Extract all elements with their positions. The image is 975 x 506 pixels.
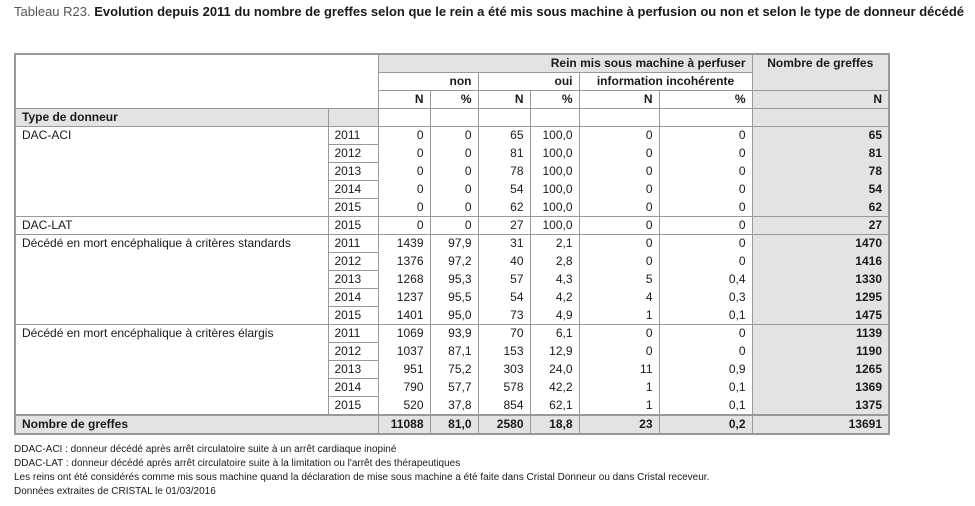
col-n: N <box>579 91 659 109</box>
cell-inc-n: 11 <box>579 361 659 379</box>
total-row <box>15 415 889 434</box>
cell-year: 2015 <box>328 199 378 217</box>
cell-inc-pct: 0,1 <box>659 397 752 416</box>
footnote: Données extraites de CRISTAL le 01/03/2016 <box>14 486 216 497</box>
cell-inc-pct: 0 <box>659 145 752 163</box>
cell-year: 2012 <box>328 145 378 163</box>
cell-year: 2014 <box>328 379 378 397</box>
cell-inc-n: 0 <box>579 253 659 271</box>
cell-year: 2014 <box>328 181 378 199</box>
col-pct: % <box>430 91 478 109</box>
cell-inc-pct: 0,9 <box>659 361 752 379</box>
cell-inc-pct: 0 <box>659 253 752 271</box>
cell-non-n: 1037 <box>378 343 430 361</box>
total-cell-non-pct: 81,0 <box>430 415 478 434</box>
cell-non-n: 790 <box>378 379 430 397</box>
header-blank <box>15 54 378 109</box>
cell-total: 62 <box>752 199 889 217</box>
cell-year: 2011 <box>328 127 378 145</box>
cell-total: 1369 <box>752 379 889 397</box>
cell-non-pct: 37,8 <box>430 397 478 416</box>
donor-type: DAC-ACI <box>15 127 328 217</box>
cell-year: 2015 <box>328 217 378 235</box>
cell-oui-pct: 4,9 <box>530 307 579 325</box>
cell-inc-n: 5 <box>579 271 659 289</box>
cell-non-pct: 87,1 <box>430 343 478 361</box>
cell-inc-n: 0 <box>579 181 659 199</box>
cell-oui-pct: 100,0 <box>530 127 579 145</box>
table-body <box>15 54 889 434</box>
cell-total: 27 <box>752 217 889 235</box>
table-row <box>15 325 889 343</box>
cell-oui-n: 70 <box>478 325 530 343</box>
cell-total: 54 <box>752 181 889 199</box>
cell-oui-pct: 42,2 <box>530 379 579 397</box>
cell-oui-pct: 62,1 <box>530 397 579 416</box>
cell-year: 2013 <box>328 163 378 181</box>
header-oui: oui <box>478 73 579 91</box>
cell-year: 2015 <box>328 397 378 416</box>
type-header-row <box>15 109 889 127</box>
table-label: Tableau R23. <box>14 4 91 19</box>
cell-oui-n: 73 <box>478 307 530 325</box>
cell-inc-n: 0 <box>579 145 659 163</box>
cell-inc-n: 1 <box>579 307 659 325</box>
table-caption: Evolution depuis 2011 du nombre de greffes selon que le rein a été mis sous machine à perfusion ou non et selon le type de donneur décédé <box>94 4 965 19</box>
total-cell-oui-pct: 18,8 <box>530 415 579 434</box>
cell-oui-n: 62 <box>478 199 530 217</box>
cell-inc-pct: 0 <box>659 199 752 217</box>
cell-inc-pct: 0,1 <box>659 379 752 397</box>
col-pct: % <box>530 91 579 109</box>
type-label-blank <box>328 109 378 127</box>
cell-total: 1190 <box>752 343 889 361</box>
cell-oui-pct: 4,3 <box>530 271 579 289</box>
cell-non-pct: 97,2 <box>430 253 478 271</box>
cell-inc-pct: 0,1 <box>659 307 752 325</box>
cell-oui-n: 303 <box>478 361 530 379</box>
cell-inc-pct: 0 <box>659 235 752 253</box>
cell-oui-pct: 100,0 <box>530 217 579 235</box>
footnote: DDAC-LAT : donneur décédé après arrêt circulatoire suite à la limitation ou l'arrêt des thérapeutiques <box>14 458 461 469</box>
cell-non-n: 0 <box>378 217 430 235</box>
cell-non-n: 0 <box>378 163 430 181</box>
col-n: N <box>752 91 889 109</box>
table-title <box>14 4 964 20</box>
cell-non-pct: 0 <box>430 145 478 163</box>
cell-inc-pct: 0 <box>659 163 752 181</box>
cell-non-n: 0 <box>378 145 430 163</box>
cell-non-pct: 93,9 <box>430 325 478 343</box>
cell-non-n: 1439 <box>378 235 430 253</box>
cell-inc-pct: 0 <box>659 181 752 199</box>
cell-oui-n: 65 <box>478 127 530 145</box>
cell-oui-pct: 100,0 <box>530 163 579 181</box>
cell-oui-pct: 100,0 <box>530 145 579 163</box>
header-non: non <box>378 73 478 91</box>
cell-non-pct: 0 <box>430 199 478 217</box>
cell-total: 1416 <box>752 253 889 271</box>
cell-oui-n: 578 <box>478 379 530 397</box>
cell-inc-n: 0 <box>579 217 659 235</box>
footnote: DDAC-ACI : donneur décédé après arrêt circulatoire suite à un arrêt cardiaque inopiné <box>14 444 397 455</box>
footnote: Les reins ont été considérés comme mis sous machine quand la déclaration de mise sous machine a été faite dans Cristal Donneur ou dans Cristal receveur. <box>14 472 710 483</box>
cell-year: 2013 <box>328 271 378 289</box>
col-pct: % <box>659 91 752 109</box>
cell-inc-pct: 0 <box>659 127 752 145</box>
cell-inc-n: 0 <box>579 325 659 343</box>
cell-total: 1470 <box>752 235 889 253</box>
cell-non-pct: 95,0 <box>430 307 478 325</box>
footnotes <box>14 443 709 499</box>
cell-total: 1295 <box>752 289 889 307</box>
cell-inc-n: 0 <box>579 199 659 217</box>
cell-oui-pct: 100,0 <box>530 199 579 217</box>
cell-year: 2012 <box>328 253 378 271</box>
cell-non-n: 0 <box>378 181 430 199</box>
cell-inc-pct: 0,3 <box>659 289 752 307</box>
cell-total: 1375 <box>752 397 889 416</box>
cell-total: 78 <box>752 163 889 181</box>
cell-total: 65 <box>752 127 889 145</box>
cell-non-pct: 97,9 <box>430 235 478 253</box>
header-group: Rein mis sous machine à perfuser <box>378 54 752 73</box>
total-cell-oui-n: 2580 <box>478 415 530 434</box>
cell-non-pct: 0 <box>430 163 478 181</box>
cell-total: 1139 <box>752 325 889 343</box>
cell-non-pct: 57,7 <box>430 379 478 397</box>
cell-oui-n: 31 <box>478 235 530 253</box>
cell-inc-n: 4 <box>579 289 659 307</box>
cell-non-pct: 95,5 <box>430 289 478 307</box>
cell-oui-pct: 6,1 <box>530 325 579 343</box>
data-table <box>14 53 890 435</box>
cell-non-n: 1237 <box>378 289 430 307</box>
cell-total: 81 <box>752 145 889 163</box>
col-n: N <box>478 91 530 109</box>
cell-oui-n: 54 <box>478 181 530 199</box>
cell-oui-pct: 2,8 <box>530 253 579 271</box>
cell-non-pct: 0 <box>430 181 478 199</box>
cell-non-pct: 0 <box>430 217 478 235</box>
cell-non-n: 1376 <box>378 253 430 271</box>
cell-oui-pct: 100,0 <box>530 181 579 199</box>
total-cell-total: 13691 <box>752 415 889 434</box>
cell-oui-pct: 4,2 <box>530 289 579 307</box>
cell-inc-n: 0 <box>579 235 659 253</box>
cell-total: 1330 <box>752 271 889 289</box>
cell-oui-n: 57 <box>478 271 530 289</box>
cell-oui-n: 54 <box>478 289 530 307</box>
cell-year: 2013 <box>328 361 378 379</box>
cell-inc-n: 0 <box>579 343 659 361</box>
cell-non-n: 951 <box>378 361 430 379</box>
cell-year: 2012 <box>328 343 378 361</box>
cell-year: 2011 <box>328 235 378 253</box>
col-n: N <box>378 91 430 109</box>
cell-non-n: 1401 <box>378 307 430 325</box>
cell-inc-pct: 0 <box>659 325 752 343</box>
cell-non-n: 0 <box>378 127 430 145</box>
donor-type: Décédé en mort encéphalique à critères standards <box>15 235 328 325</box>
cell-total: 1265 <box>752 361 889 379</box>
cell-oui-n: 153 <box>478 343 530 361</box>
cell-non-n: 1268 <box>378 271 430 289</box>
cell-inc-n: 1 <box>579 379 659 397</box>
cell-non-n: 0 <box>378 199 430 217</box>
cell-oui-n: 78 <box>478 163 530 181</box>
cell-year: 2015 <box>328 307 378 325</box>
cell-oui-n: 27 <box>478 217 530 235</box>
cell-oui-n: 81 <box>478 145 530 163</box>
header-row-1 <box>15 54 889 73</box>
cell-non-pct: 75,2 <box>430 361 478 379</box>
header-total: Nombre de greffes <box>752 54 889 91</box>
cell-year: 2011 <box>328 325 378 343</box>
donor-type: DAC-LAT <box>15 217 328 235</box>
total-cell-inc-n: 23 <box>579 415 659 434</box>
cell-oui-n: 854 <box>478 397 530 416</box>
cell-total: 1475 <box>752 307 889 325</box>
cell-non-n: 1069 <box>378 325 430 343</box>
cell-oui-n: 40 <box>478 253 530 271</box>
total-label: Nombre de greffes <box>15 415 378 434</box>
type-label: Type de donneur <box>15 109 328 127</box>
total-cell-non-n: 11088 <box>378 415 430 434</box>
cell-inc-n: 0 <box>579 127 659 145</box>
cell-inc-pct: 0 <box>659 217 752 235</box>
cell-oui-pct: 24,0 <box>530 361 579 379</box>
cell-inc-n: 0 <box>579 163 659 181</box>
cell-oui-pct: 12,9 <box>530 343 579 361</box>
table-row <box>15 127 889 145</box>
table-row <box>15 217 889 235</box>
cell-non-pct: 0 <box>430 127 478 145</box>
donor-type: Décédé en mort encéphalique à critères élargis <box>15 325 328 416</box>
cell-year: 2014 <box>328 289 378 307</box>
total-cell-inc-pct: 0,2 <box>659 415 752 434</box>
cell-non-pct: 95,3 <box>430 271 478 289</box>
cell-inc-pct: 0,4 <box>659 271 752 289</box>
cell-inc-pct: 0 <box>659 343 752 361</box>
table-row <box>15 235 889 253</box>
cell-non-n: 520 <box>378 397 430 416</box>
cell-oui-pct: 2,1 <box>530 235 579 253</box>
cell-inc-n: 1 <box>579 397 659 416</box>
header-incoherent: information incohérente <box>579 73 752 91</box>
